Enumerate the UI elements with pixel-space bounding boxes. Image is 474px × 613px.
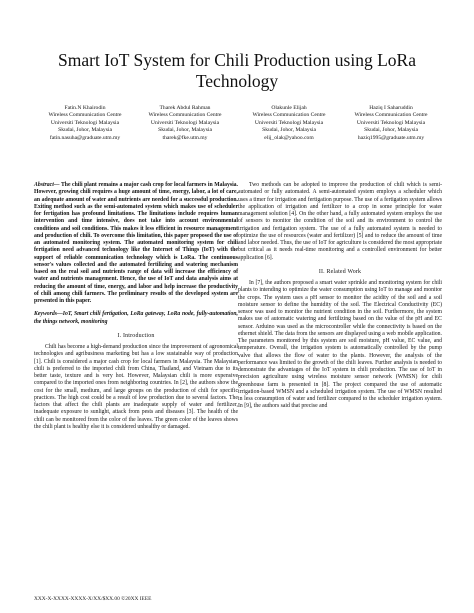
introduction-paragraph: Chili has become a high-demand production since the improvement of agronomical technologies and agribusiness marketing but has a low sustainable way of production [1]. Chili is considered a major cash crop for local farmers in Malaysia. The Malaysian chili is preferred to the imported chili from China, Thailand, and Vietnam due to its better taste, texture and is very hot. However, Malaysian chili is more expensive compared to the imported ones from neighboring countries. In [2], the authors show the cost for the small, medium, and large groups on the production of chili for specific practices. The high cost could be a result of low production due to several factors. The factors that affect the chili plants are inadequate supply of water and fertilizer, inadequate exposure to sunlight, attack from pests and diseases [3]. The health of the chili can be monitored from the color of the leaves. The green color of the leaves shows the chili plant is healthy else it is considered unhealthy or damaged. [34,344,238,430]
related-work-paragraph: In [7], the authors proposed a smart water sprinkle and monitoring system for chili plants to intending to optimize the water consumption using IoT to manage and monitor the crops. The system uses a pH sensor to monitor the acidity of the soil and a soil moisture sensor to define the humidity of the soil. The Electrical Conductivity (EC) sensor was used to monitor the nutrient condition in the soil. Furthermore, the system makes use of automatic watering and fertilizing based on the value of the pH and EC sensor. Arduino was used as the microcontroller while the connectivity is based on the ethernet shield. The data from the sensors are displayed using a web mobile application. The parameters monitored by this system are soil moisture, pH value, EC value, and temperature. Overall, the irrigation system is automatically controlled by the pump valve that allows the flow of water to the plants. However, the analysis of the performance was limited to the growth of the chili leaves. Further analysis is needed to demonstrate the advantages of the IoT system in chili production. The use of IoT in precision agriculture using wireless moisture sensor network (WMSN) for chili greenhouse farm is presented in [8]. The project compared the use of automatic irrigation-based WMSN and a scheduled irrigation system. The use of WMSN resulted in less consumption of water and fertilizer compared to the scheduler irrigation system. In [9], the authors said that precise and [238,280,442,410]
author-dept: Wireless Communication Centre [148,112,222,119]
author-1 [30,105,140,142]
author-email: haziq1995@graduate.utm.my [357,134,425,141]
abstract-text: The chili plant remains a major cash crop for local farmers in Malaysia. However, growing chili requires a huge amount of time, energy, labor, a lot of care, an adequate amount of water and nutrients are needed for a successful production. Exiting method such as the semi-automated system which makes use of scheduler for fertigation has profound limitations. The limitations include requires human intervention and time intensive, does not take into account environmental conditions and soil conditions. This makes it less efficient in resource management and production of chili. To overcome this limitation, this paper proposed the use of an automated monitoring system. The automated monitoring system for chili fertigation need advanced technology like the Internet of Things (IoT) with the support of reliable communication technology which is LoRa. The continuous sensor's values collected and the automated fertilizing and watering mechanism based on the real soil and nutrients range of data will increase the efficiency of water and nutrients management. Hence, the use of IoT and data analysis aims at reducing the amount of time, energy, and labor and help increase the productivity of chili among chili farmers. The preliminary results of the developed system are presented in this paper. [34,182,238,304]
author-2 [130,105,240,142]
author-university: Universiti Teknologi Malaysia [356,119,426,126]
left-column [34,182,238,431]
author-email: tharek@fke.utm.my [162,134,208,141]
author-email: fatin.nasuha@graduate.utm.my [49,134,121,141]
author-university: Universiti Teknologi Malaysia [50,119,120,126]
section-heading-related-work: II. Related Work [318,268,362,275]
author-university: Universiti Teknologi Malaysia [254,119,324,126]
author-dept: Wireless Communication Centre [252,112,326,119]
paper-title: Smart IoT System for Chili Production using LoRa Technology [58,50,416,91]
keywords-text: IoT, Smart chili fertigation, LoRa gateway, LoRa node, fully-automation, the things network, monitoring [34,311,238,325]
keywords [34,311,238,326]
right-column [238,182,442,411]
author-block [30,105,444,155]
author-name: Fatin.N Khairodin [64,105,106,111]
author-city: Skudai, Johor, Malaysia [58,127,112,134]
author-dept: Wireless Communication Centre [48,112,122,119]
author-name: Olakunle Elijah [271,105,307,111]
abstract [34,182,238,305]
methods-paragraph: Two methods can be adopted to improve the production of chili which is semi-automated or fully automated. A semi-automated system employs a scheduler which uses a timer for irrigation and fertigation purpose. The use of a fertigation system allows the application of irrigation and fertilizer to a crop in some principle for water management solution [4]. On the other hand, a fully automated system employs the use of sensors to monitor the condition of the soil and its environment to control the irrigation and fertigation system. The use of a fully automated system is needed to optimize the use of resources (water and fertilizer) [5] and to reduce the amount of time and labor needed. Thus, the use of IoT for agriculture is considered the most appropriate but critical as it needs real-time monitoring and a controlled environment for better application [6]. [238,182,442,261]
copyright-footer: XXX-X-XXXX-XXXX-X/XX/$XX.00 ©20XX IEEE [34,596,152,602]
author-university: Universiti Teknologi Malaysia [150,119,220,126]
section-heading-introduction: I. Introduction [117,332,155,339]
author-city: Skudai, Johor, Malaysia [364,127,418,134]
author-city: Skudai, Johor, Malaysia [158,127,212,134]
abstract-label: Abstract— [34,182,60,188]
author-email: elij_olak@yahoo.com [264,134,314,141]
author-3 [234,105,344,142]
author-city: Skudai, Johor, Malaysia [262,127,316,134]
keywords-label: Keywords— [34,311,63,318]
author-name: Haziq I Saharuddin [369,105,413,111]
author-4 [336,105,446,142]
author-name: Tharek Abdul Rahman [159,105,211,111]
author-dept: Wireless Communication Centre [354,112,428,119]
